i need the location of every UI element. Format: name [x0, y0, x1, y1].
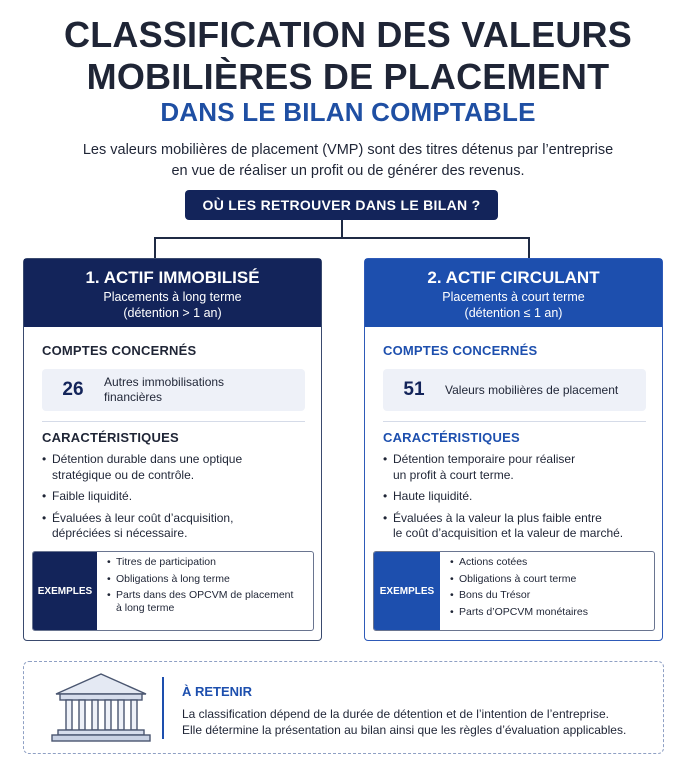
example-item — [107, 573, 293, 586]
page-subtitle: DANS LE BILAN COMPTABLE — [160, 97, 536, 127]
account-label: Valeurs mobilières de placement — [445, 382, 619, 397]
example-line: • Obligations à court terme — [459, 572, 577, 585]
accounts-label: COMPTES CONCERNÉS — [383, 343, 538, 358]
intro-line-2: en vue de réaliser un profit ou de générer des revenus. — [171, 163, 525, 179]
examples-label: EXEMPLES — [374, 552, 440, 630]
retenir-box — [23, 661, 664, 754]
card-header — [24, 259, 321, 327]
example-line: • Obligations à long terme — [116, 572, 230, 585]
example-item — [450, 573, 588, 586]
examples-list — [97, 552, 299, 630]
characteristic-line: un profit à court terme. — [393, 467, 514, 482]
characteristics-label: CARACTÉRISTIQUES — [42, 430, 179, 445]
characteristic-line: • Évaluées à la valeur la plus faible entre — [393, 510, 602, 525]
connector-left — [154, 237, 156, 258]
characteristic-line: le coût d’acquisition et la valeur de marché. — [393, 526, 624, 540]
characteristic-item — [383, 489, 653, 505]
example-line: • Parts dans des OPCVM de placement — [116, 589, 294, 602]
retenir-title: À RETENIR — [182, 684, 253, 699]
account-box — [42, 369, 305, 411]
account-label — [104, 375, 224, 405]
example-line: • Parts d’OPCVM monétaires — [459, 605, 588, 618]
characteristic-line: dépréciées si nécessaire. — [52, 526, 188, 540]
characteristic-item — [42, 452, 312, 483]
example-line: • Titres de participation — [116, 556, 216, 568]
retenir-separator — [162, 677, 164, 739]
divider — [383, 421, 646, 422]
characteristic-line: • Évaluées à leur coût d’acquisition, — [52, 510, 234, 525]
bank-building-icon — [44, 670, 159, 746]
account-number: 26 — [62, 379, 84, 400]
characteristic-line: • Détention temporaire pour réaliser — [393, 452, 576, 466]
divider — [42, 421, 305, 422]
examples-box — [373, 551, 655, 631]
characteristic-line: • Haute liquidité. — [393, 489, 473, 503]
example-line: à long terme — [116, 602, 175, 615]
example-item — [450, 606, 588, 619]
example-item — [450, 589, 588, 602]
question-box: OÙ LES RETROUVER DANS LE BILAN ? — [185, 190, 498, 220]
characteristic-item — [42, 511, 312, 542]
characteristic-item — [383, 511, 653, 542]
card-title: 1. ACTIF IMMOBILISÉ — [85, 268, 260, 287]
card-subtitle-line-2: (détention ≤ 1 an) — [464, 306, 563, 320]
account-box — [383, 369, 646, 411]
connector-bar — [154, 237, 530, 239]
example-item — [107, 556, 293, 569]
characteristic-item — [42, 489, 312, 505]
characteristic-item — [383, 452, 653, 483]
card-title: 2. ACTIF CIRCULANT — [427, 268, 600, 287]
account-label-line-1: Autres immobilisations — [104, 375, 225, 389]
intro-line-1: Les valeurs mobilières de placement (VMP) sont des titres détenus par l’entreprise — [82, 142, 614, 158]
connector-stem — [341, 220, 343, 238]
card-subtitle-line-2: (détention > 1 an) — [123, 306, 222, 320]
characteristic-line: stratégique ou de contrôle. — [52, 467, 195, 482]
characteristic-line: • Détention durable dans une optique — [52, 452, 243, 466]
account-number: 51 — [403, 379, 425, 400]
example-item — [450, 556, 588, 569]
intro-text — [40, 140, 656, 182]
examples-box — [32, 551, 314, 631]
page-title-line-2: MOBILIÈRES DE PLACEMENT — [86, 56, 610, 97]
retenir-text — [182, 706, 652, 738]
retenir-line-1: La classification dépend de la durée de détention et de l’intention de l’entreprise. — [182, 707, 609, 721]
card-header — [365, 259, 662, 327]
card-subtitle-line-1: Placements à long terme — [103, 290, 242, 304]
card-actif-circulant — [364, 258, 663, 641]
examples-label: EXEMPLES — [33, 552, 97, 630]
characteristics-list — [383, 452, 653, 548]
retenir-line-2: Elle détermine la présentation au bilan ainsi que les règles d’évaluation applicables. — [182, 723, 627, 737]
card-actif-immobilise — [23, 258, 322, 641]
characteristics-label: CARACTÉRISTIQUES — [383, 430, 520, 445]
example-line: • Bons du Trésor — [459, 589, 531, 602]
example-line: • Actions cotées — [459, 556, 528, 568]
accounts-label: COMPTES CONCERNÉS — [42, 343, 197, 358]
characteristic-line: • Faible liquidité. — [52, 489, 133, 503]
card-subtitle-line-1: Placements à court terme — [442, 290, 585, 304]
example-item — [107, 589, 293, 615]
page-title-line-1: CLASSIFICATION DES VALEURS — [64, 14, 632, 55]
connector-right — [528, 237, 530, 258]
examples-list — [440, 552, 594, 630]
account-label-line-2: financières — [104, 390, 163, 404]
characteristics-list — [42, 452, 312, 548]
